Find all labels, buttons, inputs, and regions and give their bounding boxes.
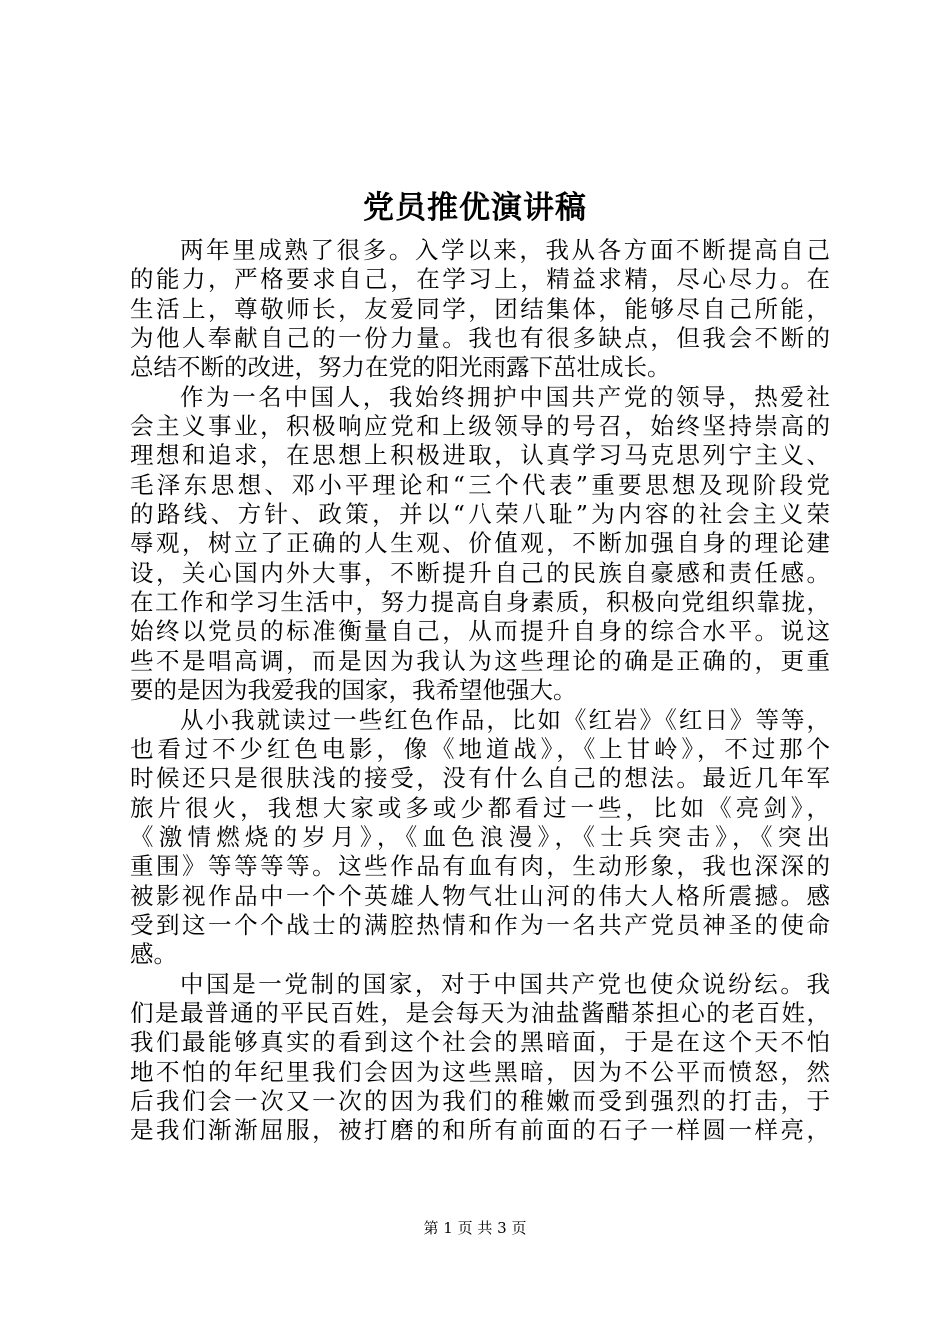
text-line: 设，关心国内外大事，不断提升自己的民族自豪感和责任感。 bbox=[130, 558, 830, 587]
text-line: 在工作和学习生活中，努力提高自身素质，积极向党组织靠拢， bbox=[130, 588, 830, 617]
text-line: 感。 bbox=[130, 940, 177, 969]
text-line: 的能力，严格要求自己，在学习上，精益求精，尽心尽力。在 bbox=[130, 265, 830, 294]
text-line: 理想和追求，在思想上积极进取，认真学习马克思列宁主义、 bbox=[130, 441, 830, 470]
text-line: 辱观，树立了正确的人生观、价值观，不断加强自身的理论建 bbox=[130, 529, 830, 558]
text-line: 要的是因为我爱我的国家，我希望他强大。 bbox=[130, 676, 577, 705]
text-line: 被影视作品中一个个英雄人物气壮山河的伟大人格所震撼。感 bbox=[130, 881, 830, 910]
page-footer: 第 1 页 共 3 页 bbox=[423, 1219, 527, 1237]
paragraph bbox=[130, 706, 830, 970]
paragraph bbox=[130, 970, 830, 1146]
text-line: 《激情燃烧的岁月》，《血色浪漫》，《士兵突击》，《突出 bbox=[130, 822, 830, 851]
text-line: 些不是唱高调，而是因为我认为这些理论的确是正确的，更重 bbox=[130, 646, 830, 675]
text-line: 也看过不少红色电影，像《地道战》，《上甘岭》，不过那个 bbox=[130, 734, 830, 763]
text-line: 始终以党员的标准衡量自己，从而提升自身的综合水平。说这 bbox=[130, 617, 830, 646]
text-line: 会主义事业，积极响应党和上级领导的号召，始终坚持崇高的 bbox=[130, 412, 830, 441]
paragraph bbox=[130, 236, 830, 383]
text-line: 受到这一个个战士的满腔热情和作为一名共产党员神圣的使命 bbox=[130, 910, 830, 939]
text-line: 旅片很火，我想大家或多或少都看过一些，比如《亮剑》， bbox=[130, 793, 830, 822]
document-body bbox=[130, 236, 830, 1146]
text-line: 们是最普通的平民百姓，是会每天为油盐酱醋茶担心的老百姓， bbox=[130, 998, 830, 1027]
text-line: 重围》等等等等。这些作品有血有肉，生动形象，我也深深的 bbox=[130, 852, 830, 881]
text-line: 两年里成熟了很多。入学以来，我从各方面不断提高自己 bbox=[180, 236, 830, 264]
document-title: 党员推优演讲稿 bbox=[363, 190, 587, 226]
text-line: 作为一名中国人，我始终拥护中国共产党的领导，热爱社 bbox=[180, 382, 830, 411]
text-line: 我们最能够真实的看到这个社会的黑暗面，于是在这个天不怕 bbox=[130, 1028, 830, 1057]
text-line: 总结不断的改进，努力在党的阳光雨露下茁壮成长。 bbox=[130, 353, 671, 382]
text-line: 后我们会一次又一次的因为我们的稚嫩而受到强烈的打击，于 bbox=[130, 1086, 830, 1115]
text-line: 中国是一党制的国家，对于中国共产党也使众说纷纭。我 bbox=[180, 969, 830, 998]
text-line: 毛泽东思想、邓小平理论和“三个代表”重要思想及现阶段党 bbox=[130, 470, 830, 499]
text-line: 地不怕的年纪里我们会因为这些黑暗，因为不公平而愤怒，然 bbox=[130, 1057, 830, 1086]
text-line: 是我们渐渐屈服，被打磨的和所有前面的石子一样圆一样亮， bbox=[130, 1116, 830, 1145]
paragraph bbox=[130, 383, 830, 706]
text-line: 时候还只是很肤浅的接受，没有什么自己的想法。最近几年军 bbox=[130, 764, 830, 793]
text-line: 为他人奉献自己的一份力量。我也有很多缺点，但我会不断的 bbox=[130, 324, 830, 353]
text-line: 的路线、方针、政策，并以“八荣八耻”为内容的社会主义荣 bbox=[130, 500, 830, 529]
text-line: 生活上，尊敬师长，友爱同学，团结集体，能够尽自己所能， bbox=[130, 294, 830, 323]
text-line: 从小我就读过一些红色作品，比如《红岩》《红日》等等， bbox=[180, 705, 830, 734]
